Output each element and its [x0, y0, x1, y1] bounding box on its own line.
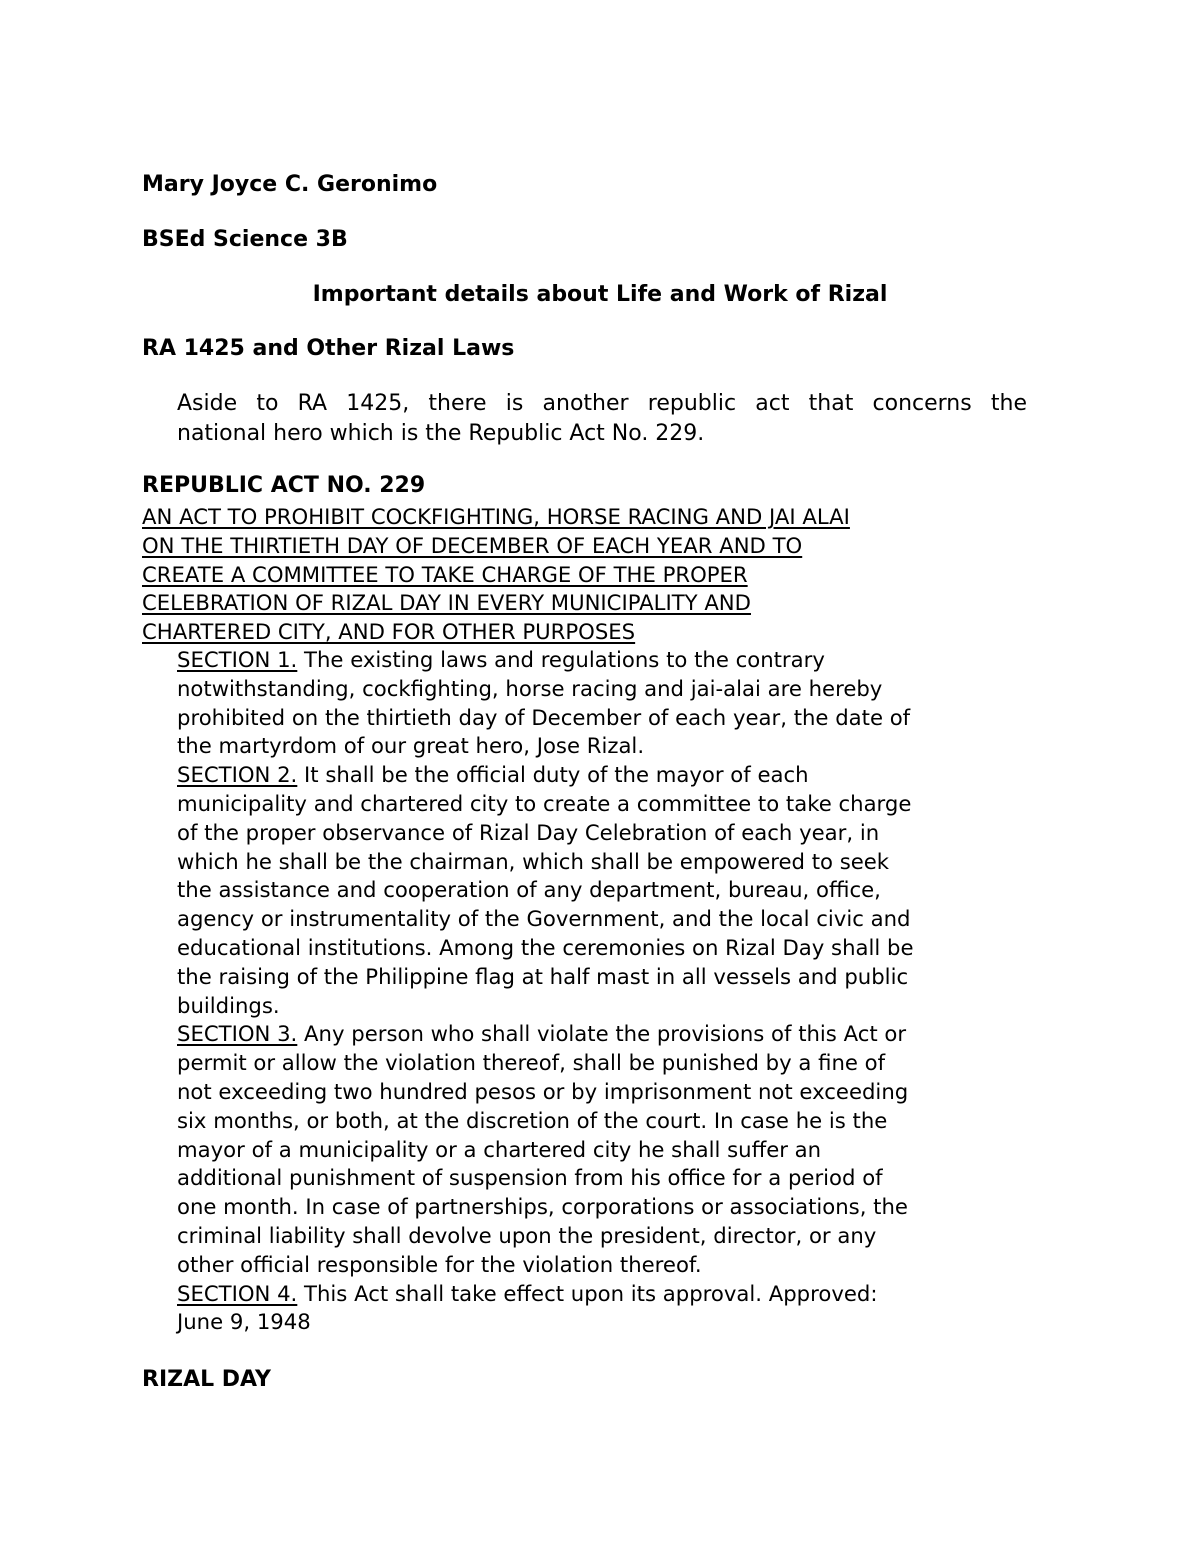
section-2-line: buildings. [177, 992, 280, 1018]
section-3-line: mayor of a municipality or a chartered city he shall suffer an [177, 1136, 822, 1162]
act-title-line: CHARTERED CITY, AND FOR OTHER PURPOSES [142, 619, 636, 645]
section-3-line: criminal liability shall devolve upon the president, director, or any [177, 1222, 877, 1248]
section-4-first-line [177, 1280, 1037, 1309]
section-3-text: Any person who shall violate the provisions of this Act or [297, 1021, 907, 1047]
section-2-line: of the proper observance of Rizal Day Celebration of each year, in [177, 819, 880, 845]
heading-ra1425: RA 1425 and Other Rizal Laws [142, 336, 515, 361]
section-3-line: other official responsible for the violation thereof. [177, 1251, 702, 1277]
section-1-line: notwithstanding, cockfighting, horse racing and jai-alai are hereby [177, 675, 883, 701]
section-3-line: additional punishment of suspension from his office for a period of [177, 1165, 883, 1191]
section-2-line: the raising of the Philippine flag at half mast in all vessels and public [177, 963, 909, 989]
section-2-line: which he shall be the chairman, which shall be empowered to seek [177, 848, 890, 874]
section-4-line: June 9, 1948 [177, 1309, 311, 1335]
document-title-text: Important details about Life and Work of Rizal [312, 282, 888, 307]
intro-paragraph-line-2: national hero which is the Republic Act No. 229. [177, 421, 705, 446]
section-4-label: SECTION 4. [177, 1280, 298, 1306]
section-2-text: It shall be the official duty of the mayor of each [297, 762, 809, 788]
document-title [0, 282, 1200, 307]
section-3-line: not exceeding two hundred pesos or by imprisonment not exceeding [177, 1078, 909, 1104]
act-sections [177, 646, 1037, 1337]
section-1-first-line [177, 646, 1037, 675]
section-2-line: agency or instrumentality of the Government, and the local civic and [177, 906, 911, 932]
heading-rizal-day: RIZAL DAY [142, 1367, 271, 1392]
section-3-line: permit or allow the violation thereof, shall be punished by a fine of [177, 1050, 886, 1076]
act-title [142, 503, 850, 647]
section-1-text: The existing laws and regulations to the contrary [297, 647, 825, 672]
act-title-line: CELEBRATION OF RIZAL DAY IN EVERY MUNICIPALITY AND [142, 590, 751, 616]
section-2-line: municipality and chartered city to create a committee to take charge [177, 790, 912, 816]
section-2-label: SECTION 2. [177, 762, 298, 788]
intro-paragraph-line-1: Aside to RA 1425, there is another republic act that concerns the [177, 391, 1027, 416]
section-2-line: the assistance and cooperation of any department, bureau, office, [177, 877, 881, 903]
section-2-first-line [177, 761, 1037, 790]
section-3-line: six months, or both, at the discretion of the court. In case he is the [177, 1107, 888, 1133]
section-4-text: This Act shall take effect upon its approval. Approved: [297, 1280, 878, 1306]
section-1-label: SECTION 1. [177, 647, 298, 672]
section-3-label: SECTION 3. [177, 1021, 298, 1047]
course-section: BSEd Science 3B [142, 227, 348, 252]
section-1-line: prohibited on the thirtieth day of December of each year, the date of [177, 704, 911, 730]
heading-ra229: REPUBLIC ACT NO. 229 [142, 473, 426, 498]
section-1-line: the martyrdom of our great hero, Jose Rizal. [177, 733, 645, 759]
act-title-line: AN ACT TO PROHIBIT COCKFIGHTING, HORSE RACING AND JAI ALAI [142, 504, 850, 529]
act-title-line: CREATE A COMMITTEE TO TAKE CHARGE OF THE PROPER [142, 561, 748, 587]
section-3-line: one month. In case of partnerships, corporations or associations, the [177, 1194, 908, 1220]
act-title-line: ON THE THIRTIETH DAY OF DECEMBER OF EACH YEAR AND TO [142, 532, 803, 558]
section-2-line: educational institutions. Among the ceremonies on Rizal Day shall be [177, 934, 914, 960]
author-name: Mary Joyce C. Geronimo [142, 172, 438, 197]
section-3-first-line [177, 1020, 1037, 1049]
intro-paragraph [177, 389, 1027, 449]
